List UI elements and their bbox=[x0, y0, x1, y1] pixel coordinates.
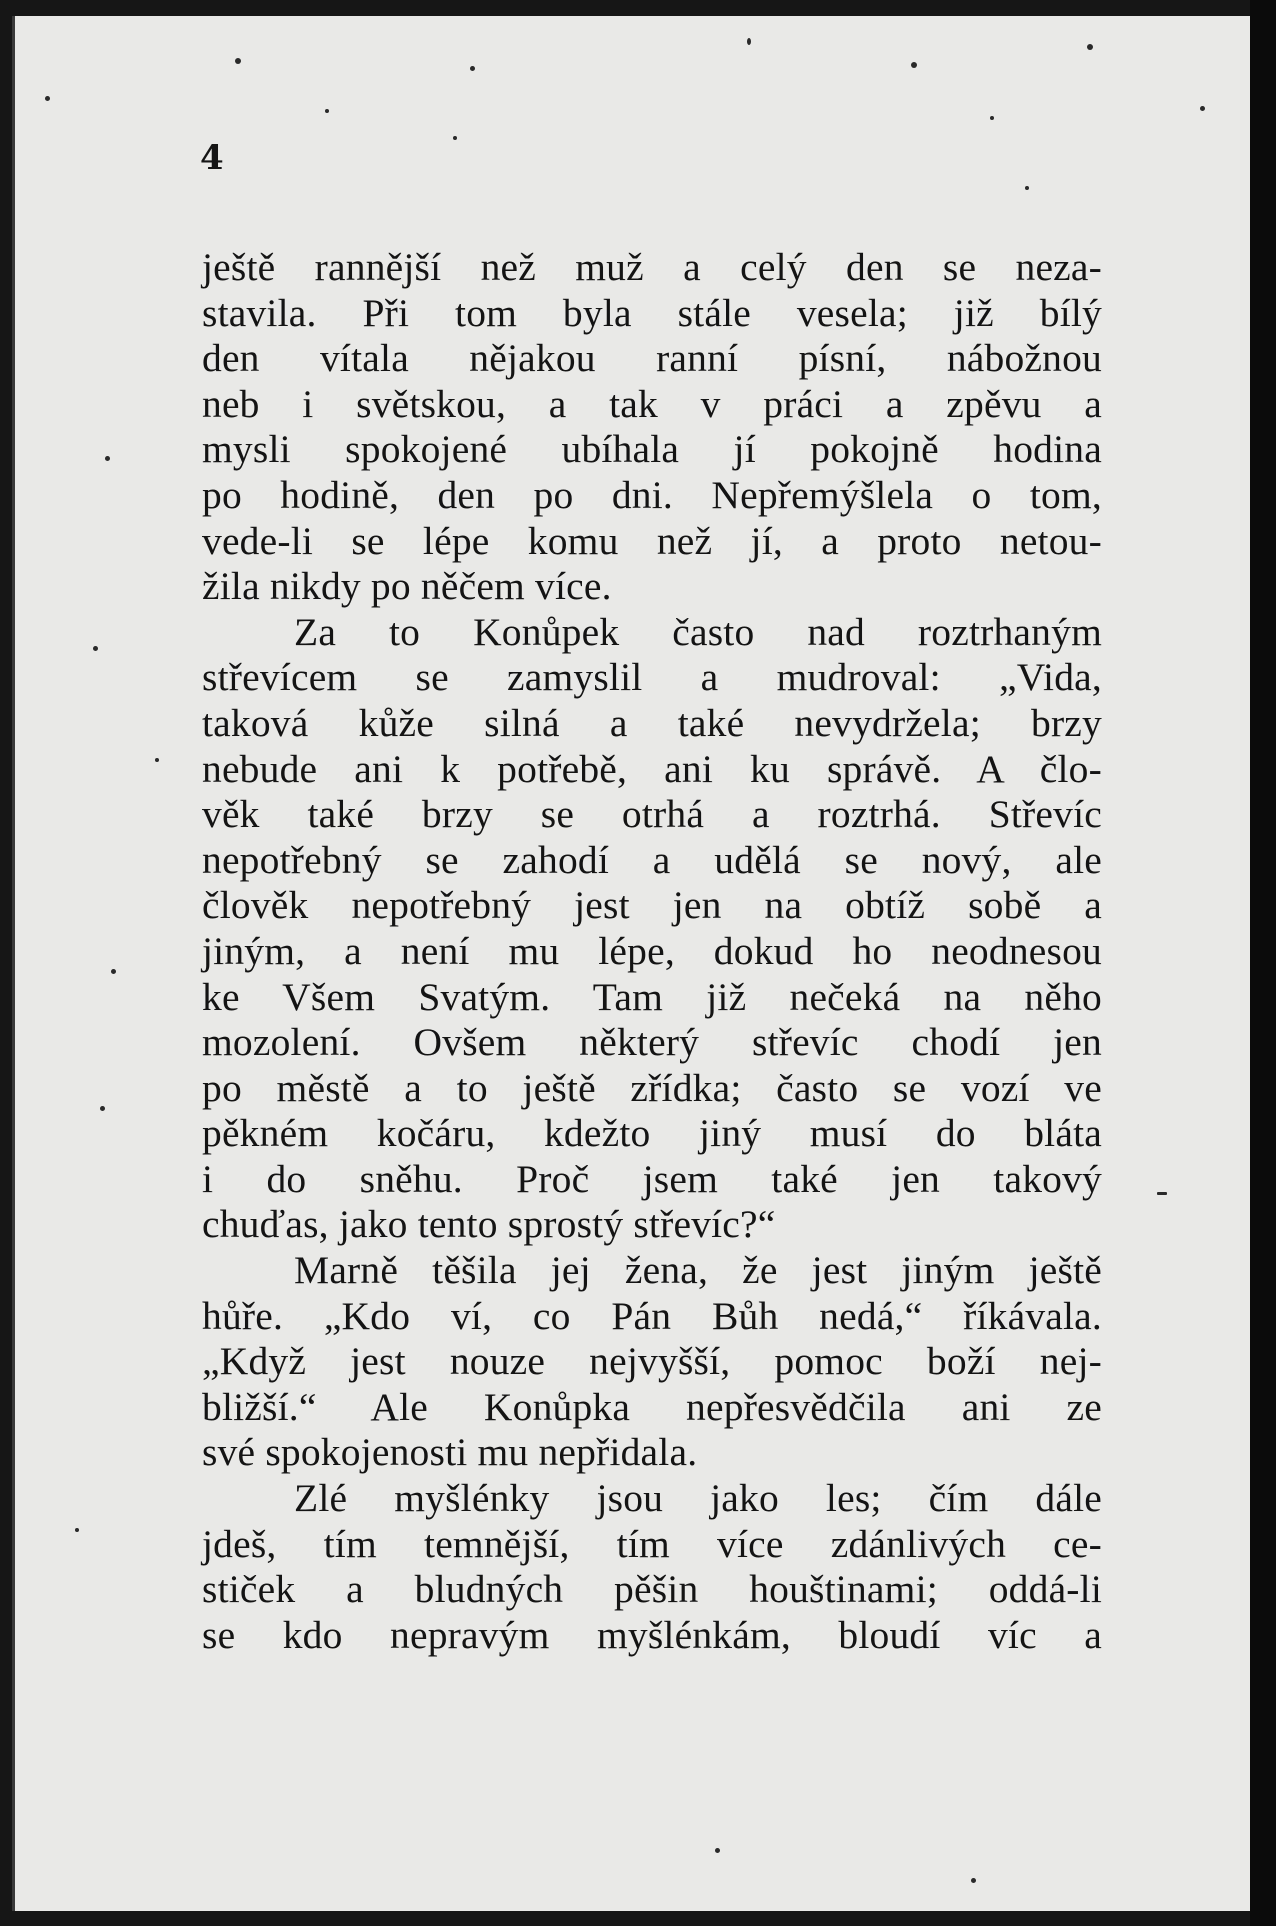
paragraph bbox=[202, 245, 1102, 610]
scan-speck bbox=[235, 58, 241, 64]
text-line: den vítala nějakou ranní písní, nábožnou bbox=[202, 336, 1102, 381]
text-line: Marně těšila jej žena, že jest jiným ještě bbox=[294, 1248, 1102, 1293]
text-line: i do sněhu. Proč jsem také jen takový bbox=[202, 1156, 1102, 1201]
scan-speck bbox=[1025, 186, 1029, 190]
page-right-edge-shadow bbox=[1250, 0, 1276, 1926]
scan-speck bbox=[105, 456, 110, 461]
page-number: 4 bbox=[200, 138, 224, 178]
paragraph bbox=[202, 610, 1102, 1248]
text-line: střevícem se zamyslil a mudroval: „Vida, bbox=[202, 655, 1102, 700]
scan-speck bbox=[75, 1528, 79, 1532]
text-line: taková kůže silná a také nevydržela; brzy bbox=[202, 700, 1102, 745]
scan-speck bbox=[93, 646, 98, 651]
text-line: věk také brzy se otrhá a roztrhá. Střevíc bbox=[202, 792, 1102, 837]
scan-speck bbox=[990, 116, 994, 120]
text-line: žila nikdy po něčem více. bbox=[202, 564, 612, 609]
scan-speck bbox=[325, 109, 329, 113]
text-line: stiček a bludných pěšin houštinami; oddá-li bbox=[202, 1567, 1102, 1612]
paragraph bbox=[202, 1476, 1102, 1658]
scan-speck bbox=[1087, 44, 1093, 50]
text-line: člověk nepotřebný jest jen na obtíž sobě a bbox=[202, 883, 1102, 928]
scan-speck bbox=[1157, 1192, 1167, 1195]
scan-speck bbox=[111, 969, 116, 974]
text-line: stavila. Při tom byla stále vesela; již bílý bbox=[202, 290, 1102, 335]
scan-speck bbox=[747, 38, 751, 45]
scan-speck bbox=[971, 1878, 976, 1883]
text-line: mozolení. Ovšem některý střevíc chodí jen bbox=[202, 1020, 1102, 1065]
text-line: chuďas, jako tento sprostý střevíc?“ bbox=[202, 1202, 776, 1247]
text-line: pěkném kočáru, kdežto jiný musí do bláta bbox=[202, 1111, 1102, 1156]
scan-speck bbox=[715, 1848, 720, 1853]
text-line: se kdo nepravým myšlénkám, bloudí víc a bbox=[202, 1612, 1102, 1657]
scan-speck bbox=[453, 136, 457, 140]
body-text bbox=[202, 245, 1102, 1658]
text-line: ještě rannější než muž a celý den se neza- bbox=[202, 245, 1102, 289]
text-line: jiným, a není mu lépe, dokud ho neodnesou bbox=[202, 928, 1102, 973]
text-line: „Když jest nouze nejvyšší, pomoc boží nej- bbox=[202, 1339, 1102, 1384]
scan-speck bbox=[1200, 106, 1205, 111]
paragraph bbox=[202, 1248, 1102, 1476]
text-line: mysli spokojené ubíhala jí pokojně hodina bbox=[202, 427, 1102, 472]
scan-speck bbox=[45, 96, 50, 101]
text-line: po hodině, den po dni. Nepřemýšlela o tom, bbox=[202, 472, 1102, 517]
text-line: Za to Konůpek často nad roztrhaným bbox=[294, 609, 1102, 654]
text-line: po městě a to ještě zřídka; často se vozí ve bbox=[202, 1065, 1102, 1110]
text-line: ke Všem Svatým. Tam již nečeká na něho bbox=[202, 974, 1102, 1019]
text-line: vede-li se lépe komu než jí, a proto netou- bbox=[202, 518, 1102, 563]
text-line: nebude ani k potřebě, ani ku správě. A člo- bbox=[202, 746, 1102, 791]
scan-speck bbox=[155, 758, 159, 762]
text-line: bližší.“ Ale Konůpka nepřesvědčila ani ze bbox=[202, 1384, 1102, 1429]
text-line: hůře. „Kdo ví, co Pán Bůh nedá,“ říkávala. bbox=[202, 1293, 1102, 1338]
text-line: své spokojenosti mu nepřidala. bbox=[202, 1430, 698, 1475]
scan-speck bbox=[470, 66, 475, 71]
text-line: Zlé myšlénky jsou jako les; čím dále bbox=[294, 1476, 1102, 1521]
text-line: neb i světskou, a tak v práci a zpěvu a bbox=[202, 381, 1102, 426]
text-line: nepotřebný se zahodí a udělá se nový, ale bbox=[202, 837, 1102, 882]
text-line: jdeš, tím temnější, tím více zdánlivých ce- bbox=[202, 1521, 1102, 1566]
scan-speck bbox=[911, 62, 917, 68]
scan-speck bbox=[100, 1106, 105, 1111]
